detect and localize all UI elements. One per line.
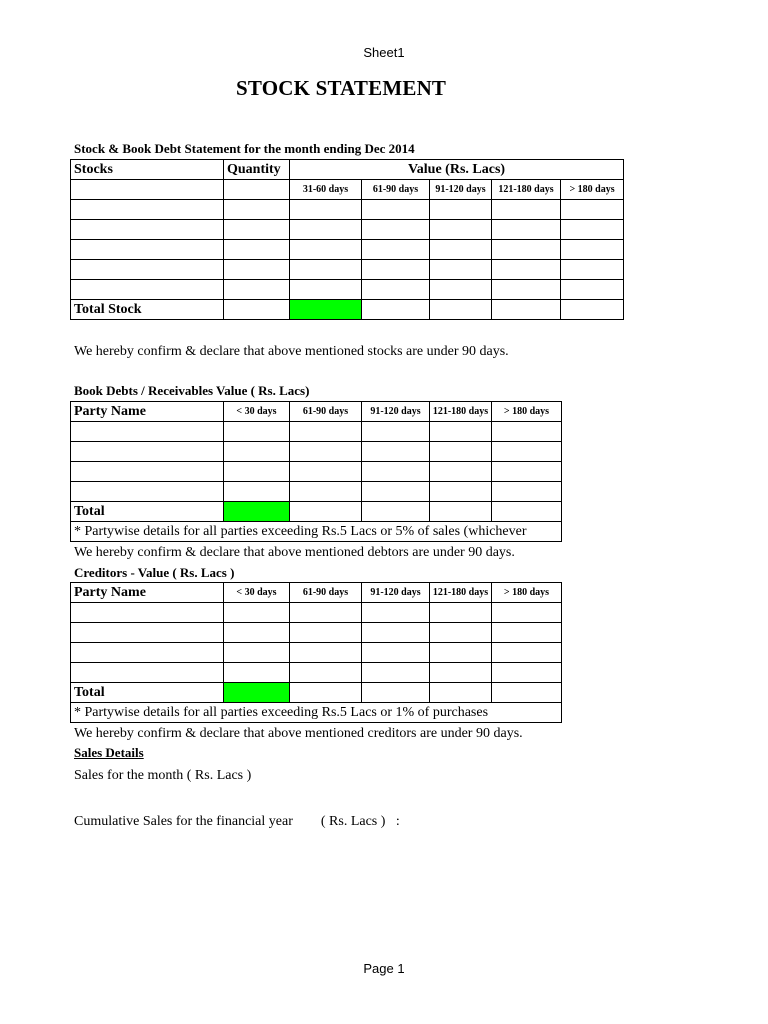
- sales-heading: Sales Details: [74, 745, 144, 760]
- table-cell: [430, 422, 492, 442]
- table-cell: [71, 260, 224, 280]
- debtors-heading: Book Debts / Receivables Value ( Rs. Lacs): [74, 383, 310, 398]
- table-cell: [71, 180, 224, 200]
- table-cell: [492, 240, 561, 260]
- bucket-header: > 180 days: [561, 180, 624, 200]
- bucket-header: 91-120 days: [430, 180, 492, 200]
- table-cell: [71, 482, 224, 502]
- table-cell: [224, 623, 290, 643]
- table-cell: [362, 220, 430, 240]
- debtors-note: * Partywise details for all parties exceeding Rs.5 Lacs or 5% of sales (whichever: [71, 522, 562, 542]
- table-cell: [430, 260, 492, 280]
- table-row: [71, 422, 562, 442]
- table-row: [71, 623, 562, 643]
- table-cell: [362, 422, 430, 442]
- bucket-header: 31-60 days: [290, 180, 362, 200]
- bucket-header: 121-180 days: [430, 402, 492, 422]
- page-number: Page 1: [363, 961, 405, 976]
- table-cell: [71, 663, 224, 683]
- table-cell: [492, 422, 562, 442]
- table-cell: [290, 260, 362, 280]
- bucket-header: < 30 days: [224, 402, 290, 422]
- table-cell: [492, 280, 561, 300]
- total-stock-label: Total Stock: [71, 300, 224, 320]
- col-stocks: Stocks: [71, 160, 224, 180]
- table-cell: [430, 300, 492, 320]
- table-cell: [430, 240, 492, 260]
- table-cell: [492, 462, 562, 482]
- table-row: [71, 200, 624, 220]
- table-cell: [561, 280, 624, 300]
- table-cell: [224, 482, 290, 502]
- bucket-header: 61-90 days: [290, 402, 362, 422]
- stock-total-row: [71, 300, 624, 320]
- table-cell: [224, 220, 290, 240]
- table-row: [71, 220, 624, 240]
- table-cell: [71, 643, 224, 663]
- table-cell: [561, 260, 624, 280]
- table-cell: [362, 482, 430, 502]
- table-cell: [290, 502, 362, 522]
- creditors-heading: Creditors - Value ( Rs. Lacs ): [74, 565, 235, 580]
- col-party-name: Party Name: [71, 583, 224, 603]
- table-cell: [224, 180, 290, 200]
- debtors-header-row: [71, 402, 562, 422]
- table-cell: [362, 200, 430, 220]
- table-cell: [430, 643, 492, 663]
- total-label: Total: [71, 683, 224, 703]
- table-row: [71, 260, 624, 280]
- debtors-table: [70, 401, 562, 542]
- table-cell: [561, 220, 624, 240]
- table-cell: [290, 220, 362, 240]
- table-cell: [290, 603, 362, 623]
- bucket-header: > 180 days: [492, 402, 562, 422]
- debtors-note-row: [71, 522, 562, 542]
- bucket-header: 121-180 days: [430, 583, 492, 603]
- table-cell: [492, 623, 562, 643]
- stock-bucket-row: [71, 180, 624, 200]
- table-cell: [492, 603, 562, 623]
- table-cell: [492, 643, 562, 663]
- table-row: [71, 603, 562, 623]
- table-cell: [362, 683, 430, 703]
- table-cell: [492, 663, 562, 683]
- table-cell: [362, 663, 430, 683]
- table-cell: [492, 260, 561, 280]
- creditors-total-row: [71, 683, 562, 703]
- bucket-header: 61-90 days: [362, 180, 430, 200]
- sales-month-label: Sales for the month ( Rs. Lacs ): [74, 768, 252, 783]
- highlighted-cell: [224, 502, 290, 522]
- col-party-name: Party Name: [71, 402, 224, 422]
- table-cell: [362, 502, 430, 522]
- table-cell: [290, 643, 362, 663]
- creditors-note: * Partywise details for all parties exceeding Rs.5 Lacs or 1% of purchases: [71, 703, 562, 723]
- table-cell: [290, 482, 362, 502]
- table-cell: [224, 603, 290, 623]
- table-cell: [561, 240, 624, 260]
- total-label: Total: [71, 502, 224, 522]
- table-cell: [362, 603, 430, 623]
- bucket-header: 61-90 days: [290, 583, 362, 603]
- table-cell: [430, 462, 492, 482]
- table-cell: [492, 200, 561, 220]
- table-cell: [71, 280, 224, 300]
- stock-header-row: [71, 160, 624, 180]
- table-cell: [362, 462, 430, 482]
- creditors-note-row: [71, 703, 562, 723]
- table-cell: [290, 623, 362, 643]
- table-cell: [71, 200, 224, 220]
- table-cell: [71, 240, 224, 260]
- table-cell: [290, 462, 362, 482]
- highlighted-cell: [224, 683, 290, 703]
- table-cell: [224, 422, 290, 442]
- table-cell: [561, 200, 624, 220]
- table-cell: [224, 240, 290, 260]
- bucket-header: < 30 days: [224, 583, 290, 603]
- table-row: [71, 442, 562, 462]
- bucket-header: 91-120 days: [362, 583, 430, 603]
- table-cell: [492, 442, 562, 462]
- table-cell: [430, 603, 492, 623]
- table-cell: [492, 220, 561, 240]
- cumulative-sales-label: Cumulative Sales for the financial year ( Rs. Lacs ) :: [74, 814, 400, 829]
- table-cell: [362, 280, 430, 300]
- table-row: [71, 482, 562, 502]
- table-cell: [290, 683, 362, 703]
- table-cell: [290, 200, 362, 220]
- table-cell: [362, 300, 430, 320]
- table-cell: [430, 502, 492, 522]
- table-row: [71, 280, 624, 300]
- table-cell: [224, 280, 290, 300]
- table-row: [71, 462, 562, 482]
- table-cell: [71, 462, 224, 482]
- table-cell: [362, 260, 430, 280]
- table-row: [71, 663, 562, 683]
- table-cell: [71, 422, 224, 442]
- table-cell: [561, 300, 624, 320]
- table-cell: [362, 643, 430, 663]
- stock-table: [70, 159, 624, 320]
- table-cell: [430, 200, 492, 220]
- bucket-header: 121-180 days: [492, 180, 561, 200]
- creditors-declaration: We hereby confirm & declare that above mentioned creditors are under 90 days.: [74, 726, 523, 741]
- table-cell: [290, 442, 362, 462]
- bucket-header: > 180 days: [492, 583, 562, 603]
- table-cell: [430, 683, 492, 703]
- bucket-header: 91-120 days: [362, 402, 430, 422]
- table-cell: [224, 462, 290, 482]
- table-cell: [430, 663, 492, 683]
- table-cell: [492, 683, 562, 703]
- stock-declaration: We hereby confirm & declare that above mentioned stocks are under 90 days.: [74, 344, 509, 359]
- table-cell: [492, 502, 562, 522]
- table-cell: [290, 240, 362, 260]
- creditors-header-row: [71, 583, 562, 603]
- table-cell: [362, 623, 430, 643]
- table-cell: [362, 442, 430, 462]
- table-cell: [224, 442, 290, 462]
- table-cell: [492, 482, 562, 502]
- creditors-table: [70, 582, 562, 723]
- table-cell: [430, 623, 492, 643]
- table-cell: [71, 603, 224, 623]
- debtors-declaration: We hereby confirm & declare that above mentioned debtors are under 90 days.: [74, 545, 515, 560]
- table-cell: [362, 240, 430, 260]
- table-row: [71, 240, 624, 260]
- table-cell: [224, 200, 290, 220]
- page-title: STOCK STATEMENT: [236, 76, 447, 100]
- col-value: Value (Rs. Lacs): [290, 160, 624, 180]
- debtors-total-row: [71, 502, 562, 522]
- sheet-label: Sheet1: [363, 45, 405, 60]
- table-cell: [290, 422, 362, 442]
- table-cell: [430, 482, 492, 502]
- table-cell: [224, 300, 290, 320]
- col-quantity: Quantity: [224, 160, 290, 180]
- table-cell: [290, 280, 362, 300]
- highlighted-cell: [290, 300, 362, 320]
- table-row: [71, 643, 562, 663]
- table-cell: [430, 280, 492, 300]
- table-cell: [224, 260, 290, 280]
- table-cell: [224, 663, 290, 683]
- table-cell: [290, 663, 362, 683]
- table-cell: [430, 220, 492, 240]
- table-cell: [71, 220, 224, 240]
- stock-heading: Stock & Book Debt Statement for the month ending Dec 2014: [74, 141, 415, 156]
- table-cell: [430, 442, 492, 462]
- table-cell: [71, 442, 224, 462]
- table-cell: [224, 643, 290, 663]
- table-cell: [71, 623, 224, 643]
- table-cell: [492, 300, 561, 320]
